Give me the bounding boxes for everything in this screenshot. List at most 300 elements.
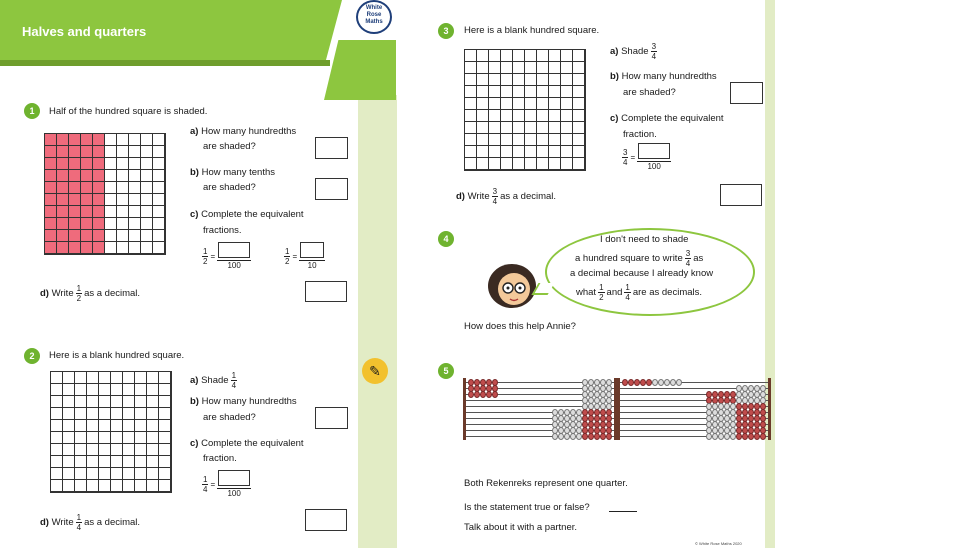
grid-cell[interactable] bbox=[51, 408, 63, 420]
grid-cell[interactable] bbox=[111, 468, 123, 480]
q2-b-answer-box[interactable] bbox=[315, 407, 348, 429]
grid-cell[interactable] bbox=[513, 158, 525, 170]
grid-cell[interactable] bbox=[525, 122, 537, 134]
grid-cell[interactable] bbox=[465, 98, 477, 110]
grid-cell[interactable] bbox=[87, 480, 99, 492]
grid-cell[interactable] bbox=[75, 480, 87, 492]
grid-cell[interactable] bbox=[561, 86, 573, 98]
q2-a-text: Shade bbox=[201, 374, 229, 386]
grid-cell[interactable] bbox=[561, 158, 573, 170]
white-rose-logo bbox=[356, 0, 392, 34]
grid-cell[interactable] bbox=[99, 432, 111, 444]
grid-cell[interactable] bbox=[465, 122, 477, 134]
grid-cell bbox=[69, 170, 81, 182]
grid-cell[interactable] bbox=[525, 62, 537, 74]
grid-cell[interactable] bbox=[549, 146, 561, 158]
grid-cell[interactable] bbox=[159, 408, 171, 420]
grid-cell bbox=[117, 242, 129, 254]
grid-cell[interactable] bbox=[135, 420, 147, 432]
grid-cell[interactable] bbox=[99, 480, 111, 492]
grid-cell[interactable] bbox=[549, 50, 561, 62]
speech-line-4a: what bbox=[576, 286, 597, 298]
grid-cell[interactable] bbox=[135, 456, 147, 468]
grid-cell[interactable] bbox=[501, 110, 513, 122]
q2-b-label: b) bbox=[190, 396, 199, 407]
grid-cell bbox=[45, 242, 57, 254]
grid-cell bbox=[117, 158, 129, 170]
grid-cell[interactable] bbox=[159, 396, 171, 408]
grid-cell[interactable] bbox=[561, 134, 573, 146]
grid-cell[interactable] bbox=[63, 420, 75, 432]
q3-b-answer-box[interactable] bbox=[730, 82, 763, 104]
grid-cell[interactable] bbox=[501, 134, 513, 146]
grid-cell[interactable] bbox=[525, 50, 537, 62]
grid-cell[interactable] bbox=[525, 134, 537, 146]
grid-cell[interactable] bbox=[63, 456, 75, 468]
grid-cell bbox=[105, 134, 117, 146]
grid-cell[interactable] bbox=[111, 372, 123, 384]
hundred-square-q1 bbox=[44, 133, 166, 255]
speech-line-3: a decimal because I already know bbox=[570, 268, 714, 279]
speech-line-4c: are as decimals. bbox=[632, 286, 703, 298]
grid-cell[interactable] bbox=[123, 480, 135, 492]
q3-a-text: Shade bbox=[621, 45, 649, 57]
grid-cell bbox=[105, 218, 117, 230]
grid-cell[interactable] bbox=[525, 74, 537, 86]
question-number-4: 4 bbox=[438, 231, 454, 247]
grid-cell[interactable] bbox=[549, 86, 561, 98]
grid-cell[interactable] bbox=[75, 468, 87, 480]
grid-cell[interactable] bbox=[87, 468, 99, 480]
grid-cell[interactable] bbox=[111, 420, 123, 432]
grid-cell[interactable] bbox=[501, 62, 513, 74]
grid-cell[interactable] bbox=[51, 432, 63, 444]
speech-l4-den2: 4 bbox=[625, 293, 630, 302]
grid-cell[interactable] bbox=[513, 98, 525, 110]
grid-cell[interactable] bbox=[63, 384, 75, 396]
grid-cell[interactable] bbox=[513, 122, 525, 134]
grid-cell[interactable] bbox=[123, 408, 135, 420]
grid-cell bbox=[105, 158, 117, 170]
grid-cell[interactable] bbox=[87, 396, 99, 408]
q1-c-f1-answer-box[interactable] bbox=[218, 242, 250, 258]
grid-cell[interactable] bbox=[561, 62, 573, 74]
grid-cell bbox=[69, 134, 81, 146]
q1-a-text2: are shaded? bbox=[203, 141, 256, 152]
grid-cell[interactable] bbox=[75, 384, 87, 396]
grid-cell[interactable] bbox=[159, 420, 171, 432]
grid-cell[interactable] bbox=[75, 408, 87, 420]
grid-cell[interactable] bbox=[525, 86, 537, 98]
question-number-2: 2 bbox=[24, 348, 40, 364]
grid-cell[interactable] bbox=[561, 98, 573, 110]
grid-cell[interactable] bbox=[525, 158, 537, 170]
grid-cell[interactable] bbox=[537, 110, 549, 122]
grid-cell[interactable] bbox=[573, 98, 585, 110]
grid-cell[interactable] bbox=[573, 110, 585, 122]
grid-cell[interactable] bbox=[573, 158, 585, 170]
grid-cell[interactable] bbox=[477, 62, 489, 74]
grid-cell bbox=[57, 158, 69, 170]
grid-cell[interactable] bbox=[135, 444, 147, 456]
grid-cell[interactable] bbox=[63, 444, 75, 456]
grid-cell[interactable] bbox=[135, 384, 147, 396]
grid-cell[interactable] bbox=[525, 146, 537, 158]
grid-cell bbox=[45, 194, 57, 206]
grid-cell[interactable] bbox=[99, 372, 111, 384]
grid-cell[interactable] bbox=[537, 98, 549, 110]
grid-cell[interactable] bbox=[123, 396, 135, 408]
grid-cell[interactable] bbox=[477, 98, 489, 110]
grid-cell[interactable] bbox=[159, 468, 171, 480]
grid-cell[interactable] bbox=[549, 158, 561, 170]
grid-cell[interactable] bbox=[147, 444, 159, 456]
grid-cell[interactable] bbox=[87, 456, 99, 468]
grid-cell[interactable] bbox=[51, 456, 63, 468]
grid-cell bbox=[57, 182, 69, 194]
grid-cell[interactable] bbox=[135, 408, 147, 420]
grid-cell[interactable] bbox=[123, 372, 135, 384]
grid-cell[interactable] bbox=[537, 74, 549, 86]
grid-cell bbox=[81, 206, 93, 218]
grid-cell[interactable] bbox=[51, 384, 63, 396]
speech-l4-num1: 1 bbox=[599, 283, 604, 292]
grid-cell[interactable] bbox=[87, 420, 99, 432]
right-edge-band bbox=[765, 0, 775, 548]
grid-cell[interactable] bbox=[501, 50, 513, 62]
grid-cell[interactable] bbox=[489, 62, 501, 74]
grid-cell[interactable] bbox=[537, 86, 549, 98]
grid-cell bbox=[57, 206, 69, 218]
grid-cell[interactable] bbox=[477, 50, 489, 62]
grid-cell[interactable] bbox=[75, 432, 87, 444]
grid-cell[interactable] bbox=[573, 122, 585, 134]
q2-c-den100: 100 bbox=[227, 489, 241, 498]
grid-cell[interactable] bbox=[477, 146, 489, 158]
grid-cell[interactable] bbox=[561, 50, 573, 62]
grid-cell[interactable] bbox=[501, 158, 513, 170]
grid-cell[interactable] bbox=[561, 146, 573, 158]
grid-cell[interactable] bbox=[477, 110, 489, 122]
grid-cell[interactable] bbox=[111, 444, 123, 456]
grid-cell[interactable] bbox=[63, 432, 75, 444]
grid-cell[interactable] bbox=[51, 396, 63, 408]
q1-b-answer-box[interactable] bbox=[315, 178, 348, 200]
question-number-1: 1 bbox=[24, 103, 40, 119]
grid-cell[interactable] bbox=[513, 134, 525, 146]
grid-cell[interactable] bbox=[111, 396, 123, 408]
grid-cell[interactable] bbox=[159, 432, 171, 444]
grid-cell bbox=[57, 242, 69, 254]
grid-cell[interactable] bbox=[489, 98, 501, 110]
grid-cell[interactable] bbox=[573, 86, 585, 98]
q1-d-answer-box[interactable] bbox=[305, 281, 347, 302]
grid-cell[interactable] bbox=[561, 74, 573, 86]
grid-cell[interactable] bbox=[111, 384, 123, 396]
grid-cell[interactable] bbox=[99, 396, 111, 408]
q3-a-num: 3 bbox=[651, 42, 657, 51]
grid-cell[interactable] bbox=[99, 444, 111, 456]
grid-cell[interactable] bbox=[99, 420, 111, 432]
grid-cell[interactable] bbox=[465, 110, 477, 122]
grid-cell bbox=[69, 146, 81, 158]
q3-c-num: 3 bbox=[623, 147, 628, 157]
grid-cell[interactable] bbox=[147, 396, 159, 408]
grid-cell bbox=[81, 158, 93, 170]
grid-cell[interactable] bbox=[87, 384, 99, 396]
q3-c-eq: = bbox=[630, 152, 636, 162]
grid-cell[interactable] bbox=[99, 456, 111, 468]
grid-cell[interactable] bbox=[549, 122, 561, 134]
grid-cell[interactable] bbox=[477, 74, 489, 86]
grid-cell bbox=[141, 170, 153, 182]
grid-cell[interactable] bbox=[75, 444, 87, 456]
grid-cell[interactable] bbox=[111, 432, 123, 444]
grid-cell[interactable] bbox=[573, 74, 585, 86]
grid-cell[interactable] bbox=[87, 444, 99, 456]
grid-cell[interactable] bbox=[489, 110, 501, 122]
grid-cell[interactable] bbox=[147, 456, 159, 468]
q3-a-label: a) bbox=[610, 45, 619, 57]
grid-cell[interactable] bbox=[63, 396, 75, 408]
grid-cell[interactable] bbox=[537, 158, 549, 170]
grid-cell[interactable] bbox=[489, 86, 501, 98]
grid-cell bbox=[57, 170, 69, 182]
grid-cell[interactable] bbox=[513, 50, 525, 62]
grid-cell bbox=[153, 146, 165, 158]
grid-cell[interactable] bbox=[63, 372, 75, 384]
grid-cell[interactable] bbox=[159, 444, 171, 456]
grid-cell[interactable] bbox=[549, 62, 561, 74]
grid-cell[interactable] bbox=[537, 146, 549, 158]
grid-cell bbox=[153, 206, 165, 218]
grid-cell[interactable] bbox=[123, 444, 135, 456]
grid-cell[interactable] bbox=[573, 62, 585, 74]
grid-cell[interactable] bbox=[573, 146, 585, 158]
grid-cell[interactable] bbox=[75, 420, 87, 432]
q1-a-answer-box[interactable] bbox=[315, 137, 348, 159]
grid-cell[interactable] bbox=[159, 480, 171, 492]
grid-cell[interactable] bbox=[465, 134, 477, 146]
grid-cell[interactable] bbox=[147, 420, 159, 432]
grid-cell bbox=[117, 134, 129, 146]
grid-cell[interactable] bbox=[147, 408, 159, 420]
grid-cell bbox=[45, 134, 57, 146]
q4-question: How does this help Annie? bbox=[464, 321, 576, 332]
grid-cell bbox=[117, 194, 129, 206]
q5-answer-line[interactable] bbox=[609, 511, 637, 512]
grid-cell bbox=[141, 182, 153, 194]
grid-cell[interactable] bbox=[159, 384, 171, 396]
q3-prompt: Here is a blank hundred square. bbox=[464, 25, 600, 36]
annie-avatar bbox=[484, 262, 540, 310]
grid-cell[interactable] bbox=[87, 408, 99, 420]
grid-cell[interactable] bbox=[87, 372, 99, 384]
grid-cell[interactable] bbox=[111, 480, 123, 492]
grid-cell bbox=[93, 230, 105, 242]
grid-cell[interactable] bbox=[501, 86, 513, 98]
q2-d-den: 4 bbox=[76, 523, 82, 532]
grid-cell[interactable] bbox=[465, 74, 477, 86]
title-bar-shadow bbox=[0, 60, 330, 66]
speech-line-1: I don't need to shade bbox=[600, 234, 689, 245]
grid-cell[interactable] bbox=[63, 480, 75, 492]
grid-cell[interactable] bbox=[87, 432, 99, 444]
hundred-square-q3[interactable] bbox=[464, 49, 586, 171]
hundred-square-q2[interactable] bbox=[50, 371, 172, 493]
grid-cell[interactable] bbox=[489, 146, 501, 158]
q1-c-f1-den: 2 bbox=[203, 256, 208, 266]
q2-d-post: as a decimal. bbox=[84, 516, 141, 528]
grid-cell[interactable] bbox=[573, 134, 585, 146]
grid-cell[interactable] bbox=[549, 110, 561, 122]
grid-cell[interactable] bbox=[513, 62, 525, 74]
grid-cell[interactable] bbox=[489, 122, 501, 134]
grid-cell bbox=[45, 146, 57, 158]
grid-cell[interactable] bbox=[51, 468, 63, 480]
q1-d-post: as a decimal. bbox=[84, 287, 141, 299]
rekenrek-bead bbox=[492, 391, 498, 398]
grid-cell[interactable] bbox=[51, 420, 63, 432]
q1-c-label: c) bbox=[190, 209, 199, 220]
grid-cell[interactable] bbox=[465, 50, 477, 62]
grid-cell[interactable] bbox=[123, 468, 135, 480]
grid-cell bbox=[153, 194, 165, 206]
grid-cell[interactable] bbox=[75, 372, 87, 384]
grid-cell[interactable] bbox=[501, 98, 513, 110]
grid-cell[interactable] bbox=[489, 50, 501, 62]
q2-d-label: d) bbox=[40, 516, 49, 528]
q3-d-label: d) bbox=[456, 190, 465, 202]
grid-cell[interactable] bbox=[573, 50, 585, 62]
grid-cell[interactable] bbox=[489, 158, 501, 170]
grid-cell[interactable] bbox=[465, 86, 477, 98]
grid-cell[interactable] bbox=[477, 158, 489, 170]
side-band bbox=[358, 95, 397, 548]
grid-cell[interactable] bbox=[147, 432, 159, 444]
grid-cell bbox=[57, 218, 69, 230]
q1-a-label: a) bbox=[190, 126, 199, 137]
grid-cell[interactable] bbox=[549, 74, 561, 86]
grid-cell[interactable] bbox=[147, 384, 159, 396]
grid-cell[interactable] bbox=[63, 468, 75, 480]
grid-cell[interactable] bbox=[135, 468, 147, 480]
grid-cell[interactable] bbox=[465, 62, 477, 74]
grid-cell[interactable] bbox=[111, 456, 123, 468]
grid-cell[interactable] bbox=[489, 74, 501, 86]
grid-cell[interactable] bbox=[135, 480, 147, 492]
grid-cell[interactable] bbox=[123, 420, 135, 432]
grid-cell bbox=[57, 194, 69, 206]
grid-cell[interactable] bbox=[525, 110, 537, 122]
grid-cell[interactable] bbox=[513, 146, 525, 158]
grid-cell[interactable] bbox=[75, 456, 87, 468]
q3-c-label: c) bbox=[610, 113, 619, 124]
grid-cell[interactable] bbox=[549, 98, 561, 110]
q1-prompt: Half of the hundred square is shaded. bbox=[49, 106, 208, 117]
grid-cell[interactable] bbox=[159, 456, 171, 468]
grid-cell[interactable] bbox=[477, 134, 489, 146]
grid-cell[interactable] bbox=[549, 134, 561, 146]
grid-cell[interactable] bbox=[513, 110, 525, 122]
grid-cell[interactable] bbox=[63, 408, 75, 420]
grid-cell[interactable] bbox=[561, 122, 573, 134]
grid-cell[interactable] bbox=[99, 408, 111, 420]
grid-cell[interactable] bbox=[123, 384, 135, 396]
grid-cell[interactable] bbox=[537, 134, 549, 146]
grid-cell bbox=[117, 182, 129, 194]
speech-line-4b: and bbox=[606, 286, 623, 298]
q2-d-pre: Write bbox=[51, 516, 74, 528]
grid-cell bbox=[141, 230, 153, 242]
grid-cell[interactable] bbox=[501, 146, 513, 158]
grid-cell[interactable] bbox=[465, 158, 477, 170]
q1-a-text1: How many hundredths bbox=[201, 126, 297, 137]
grid-cell[interactable] bbox=[135, 372, 147, 384]
grid-cell[interactable] bbox=[489, 134, 501, 146]
q2-c-answer-box[interactable] bbox=[218, 470, 250, 486]
q1-d-num: 1 bbox=[76, 284, 82, 293]
q1-c-f2-answer-box[interactable] bbox=[300, 242, 324, 258]
pencil-icon[interactable]: ✎ bbox=[362, 358, 388, 384]
grid-cell[interactable] bbox=[465, 146, 477, 158]
grid-cell bbox=[69, 242, 81, 254]
grid-cell[interactable] bbox=[51, 480, 63, 492]
grid-cell bbox=[81, 218, 93, 230]
q1-b-text1: How many tenths bbox=[201, 167, 276, 178]
grid-cell[interactable] bbox=[537, 50, 549, 62]
grid-cell[interactable] bbox=[501, 74, 513, 86]
grid-cell[interactable] bbox=[159, 372, 171, 384]
grid-cell[interactable] bbox=[537, 122, 549, 134]
grid-cell[interactable] bbox=[477, 122, 489, 134]
grid-cell[interactable] bbox=[111, 408, 123, 420]
rekenrek-bead bbox=[676, 379, 682, 386]
grid-cell bbox=[105, 170, 117, 182]
grid-cell[interactable] bbox=[51, 444, 63, 456]
q3-c-answer-box[interactable] bbox=[638, 143, 670, 159]
grid-cell[interactable] bbox=[123, 456, 135, 468]
grid-cell[interactable] bbox=[525, 98, 537, 110]
grid-cell[interactable] bbox=[513, 74, 525, 86]
grid-cell[interactable] bbox=[135, 396, 147, 408]
grid-cell[interactable] bbox=[135, 432, 147, 444]
grid-cell[interactable] bbox=[147, 480, 159, 492]
grid-cell[interactable] bbox=[147, 468, 159, 480]
grid-cell[interactable] bbox=[501, 122, 513, 134]
speech-l2-den: 4 bbox=[685, 259, 691, 268]
grid-cell bbox=[81, 146, 93, 158]
grid-cell[interactable] bbox=[75, 396, 87, 408]
grid-cell bbox=[153, 158, 165, 170]
grid-cell bbox=[117, 218, 129, 230]
grid-cell[interactable] bbox=[561, 110, 573, 122]
q3-d-answer-box[interactable] bbox=[720, 184, 762, 206]
grid-cell[interactable] bbox=[123, 432, 135, 444]
grid-cell[interactable] bbox=[147, 372, 159, 384]
grid-cell bbox=[81, 170, 93, 182]
q2-d-answer-box[interactable] bbox=[305, 509, 347, 531]
grid-cell[interactable] bbox=[99, 384, 111, 396]
grid-cell bbox=[57, 146, 69, 158]
grid-cell[interactable] bbox=[99, 468, 111, 480]
grid-cell bbox=[141, 134, 153, 146]
grid-cell[interactable] bbox=[513, 86, 525, 98]
grid-cell[interactable] bbox=[51, 372, 63, 384]
grid-cell[interactable] bbox=[537, 62, 549, 74]
q2-d-num: 1 bbox=[76, 513, 82, 522]
grid-cell[interactable] bbox=[477, 86, 489, 98]
